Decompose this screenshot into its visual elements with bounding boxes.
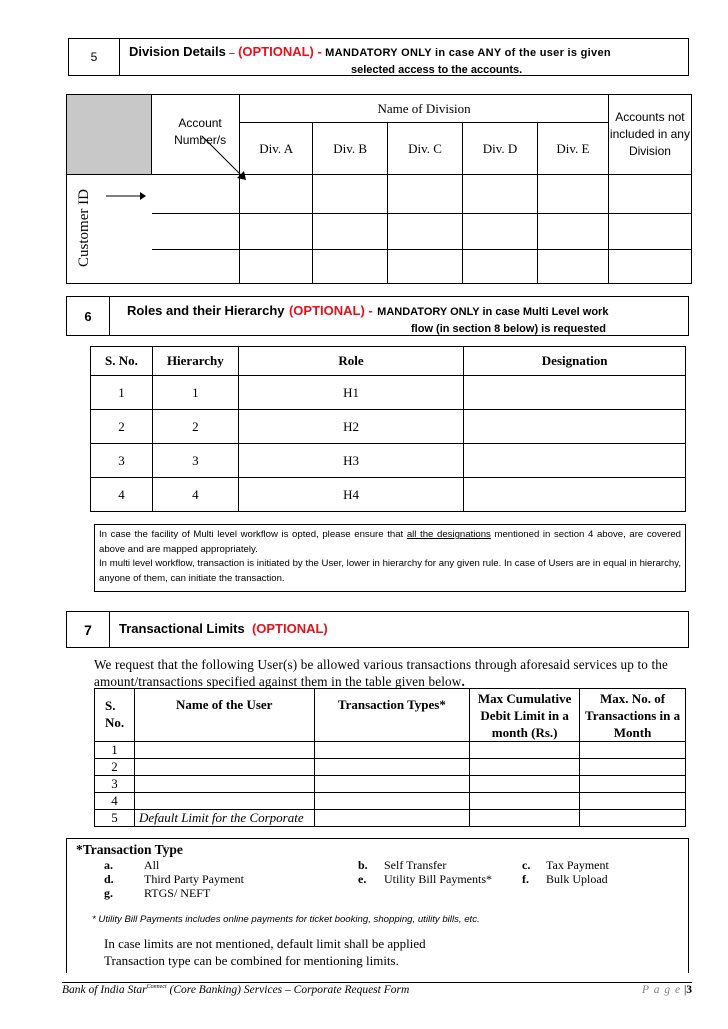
designation-cell[interactable] (464, 376, 686, 410)
txn-type-col-2: b. Self Transfer e. Utility Bill Payments* (358, 858, 493, 886)
div-header: Div. A (240, 123, 313, 175)
count-cell[interactable] (580, 759, 686, 776)
name-of-division-header: Name of Division (240, 95, 609, 123)
note-paragraph: In case the facility of Multi level workflow is opted, please ensure that all the designations mentioned in section 4 above, are covered above and are mapped appropriately. (99, 529, 681, 555)
not-included-header: Accounts not included in any Division (608, 95, 691, 175)
table-cell: 3 (152, 444, 238, 478)
txn-type-cell[interactable] (314, 776, 470, 793)
mandatory-note: MANDATORY ONLY in case Multi Level work (377, 306, 609, 318)
division-cell[interactable] (537, 249, 608, 283)
column-header: Max Cumulative Debit Limit in a month (Rs.) (470, 689, 580, 742)
section-title: Transactional Limits (119, 621, 245, 636)
utility-bill-note: * Utility Bill Payments includes online payments for ticket booking, shopping, utility bills, etc. (92, 914, 480, 925)
optional-label: (OPTIONAL) (251, 621, 328, 636)
txn-type-cell[interactable] (314, 810, 470, 827)
division-cell[interactable] (313, 249, 388, 283)
table-cell: 1 (91, 376, 153, 410)
mandatory-note-line2: selected access to the accounts. (351, 64, 523, 76)
account-input-cell[interactable] (152, 249, 240, 283)
diagonal-arrow-icon (200, 134, 250, 184)
count-cell[interactable] (580, 742, 686, 759)
column-header: Name of the User (134, 689, 314, 742)
div-header: Div. E (537, 123, 608, 175)
account-number-header: Account Number/s (152, 95, 240, 175)
row-number: 2 (95, 759, 135, 776)
table-cell: 4 (91, 478, 153, 512)
table-cell: H3 (238, 444, 464, 478)
table-cell: H2 (238, 410, 464, 444)
table-cell: H1 (238, 376, 464, 410)
section-number: 6 (67, 297, 110, 335)
designation-cell[interactable] (464, 444, 686, 478)
division-cell[interactable] (537, 175, 608, 213)
div-header: Div. B (313, 123, 388, 175)
limit-cell[interactable] (470, 742, 580, 759)
column-header: S. No. (91, 347, 153, 376)
footer-rule (62, 982, 692, 983)
designation-cell[interactable] (464, 410, 686, 444)
division-cell[interactable] (608, 249, 691, 283)
division-cell[interactable] (463, 249, 538, 283)
division-cell[interactable] (240, 175, 313, 213)
txn-type-cell[interactable] (314, 742, 470, 759)
optional-label: (OPTIONAL) - (288, 303, 373, 318)
section-number: 7 (67, 612, 110, 647)
division-cell[interactable] (463, 213, 538, 249)
column-header: Role (238, 347, 464, 376)
txn-type-col-1: a. All d. Third Party Payment g. RTGS/ NEFT (104, 858, 244, 900)
user-name-cell[interactable] (134, 742, 314, 759)
txn-type-cell[interactable] (314, 759, 470, 776)
division-cell[interactable] (240, 249, 313, 283)
column-header: Transaction Types* (314, 689, 470, 742)
section-number: 5 (69, 39, 120, 75)
txn-type-cell[interactable] (314, 793, 470, 810)
workflow-note-box (94, 524, 686, 592)
column-header: S. No. (95, 689, 135, 742)
section-7-title-block (119, 621, 328, 636)
table-cell: 3 (91, 444, 153, 478)
count-cell[interactable] (580, 793, 686, 810)
division-cell[interactable] (313, 175, 388, 213)
section-6-title-block (127, 302, 687, 338)
division-cell[interactable] (388, 175, 463, 213)
limit-cell[interactable] (470, 810, 580, 827)
arrow-right-icon (106, 190, 146, 202)
designation-cell[interactable] (464, 478, 686, 512)
column-header: Hierarchy (152, 347, 238, 376)
row-number: 4 (95, 793, 135, 810)
transaction-type-heading: *Transaction Type (76, 842, 183, 857)
row-number: 5 (95, 810, 135, 827)
user-name-cell[interactable] (134, 776, 314, 793)
txn-type-col-3: c. Tax Payment f. Bulk Upload (522, 858, 609, 886)
division-cell[interactable] (313, 213, 388, 249)
division-table (66, 94, 692, 284)
mandatory-note-line2: flow (in section 8 below) is requested (411, 323, 606, 335)
division-cell[interactable] (463, 175, 538, 213)
division-cell[interactable] (240, 213, 313, 249)
limits-notes: In case limits are not mentioned, default limit shall be applied Transaction type can be combined for mentioning limits. (104, 936, 426, 968)
customer-id-label: Customer ID (76, 189, 92, 267)
table-cell: 2 (152, 410, 238, 444)
div-header: Div. C (388, 123, 463, 175)
section-6-header (66, 296, 689, 336)
section-title: Division Details (129, 44, 226, 59)
default-limit-label: Default Limit for the Corporate (134, 810, 314, 827)
roles-table (90, 346, 686, 512)
mandatory-note: MANDATORY ONLY in case ANY of the user is given (325, 47, 611, 59)
footer-form-title: Bank of India Star$^{Connect}$ (Core Banking) Services – Corporate Request Form (62, 984, 410, 996)
note-paragraph: In multi level workflow, transaction is initiated by the User, lower in hierarchy for any given rule. In case of Users are in equal in hierarchy, anyone of them, can initiate the transaction. (99, 558, 681, 584)
section-7-intro: We request that the following User(s) be allowed various transactions through aforesaid services up to the amount/transactions specified against them in the table given below. (94, 657, 669, 689)
division-cell[interactable] (608, 213, 691, 249)
division-cell[interactable] (388, 249, 463, 283)
column-header: Designation (464, 347, 686, 376)
section-5-title-block (129, 43, 684, 79)
user-name-cell[interactable] (134, 759, 314, 776)
limits-table (94, 688, 686, 827)
table-cell: 1 (152, 376, 238, 410)
table-cell: H4 (238, 478, 464, 512)
division-cell[interactable] (388, 213, 463, 249)
section-title: Roles and their Hierarchy (127, 303, 285, 318)
header-shaded-cell (67, 95, 152, 175)
user-name-cell[interactable] (134, 793, 314, 810)
dash: – (229, 48, 235, 59)
row-number: 1 (95, 742, 135, 759)
table-cell: 2 (91, 410, 153, 444)
section-5-header (68, 38, 689, 76)
page-number: P a g e |3 (642, 984, 692, 996)
limit-cell[interactable] (470, 759, 580, 776)
limit-cell[interactable] (470, 776, 580, 793)
limit-cell[interactable] (470, 793, 580, 810)
account-input-cell[interactable] (152, 213, 240, 249)
optional-label: (OPTIONAL) - (238, 44, 322, 59)
division-cell[interactable] (608, 175, 691, 213)
column-header: Max. No. of Transactions in a Month (580, 689, 686, 742)
div-header: Div. D (463, 123, 538, 175)
row-number: 3 (95, 776, 135, 793)
count-cell[interactable] (580, 776, 686, 793)
division-cell[interactable] (537, 213, 608, 249)
table-cell: 4 (152, 478, 238, 512)
section-7-header (66, 611, 689, 648)
count-cell[interactable] (580, 810, 686, 827)
